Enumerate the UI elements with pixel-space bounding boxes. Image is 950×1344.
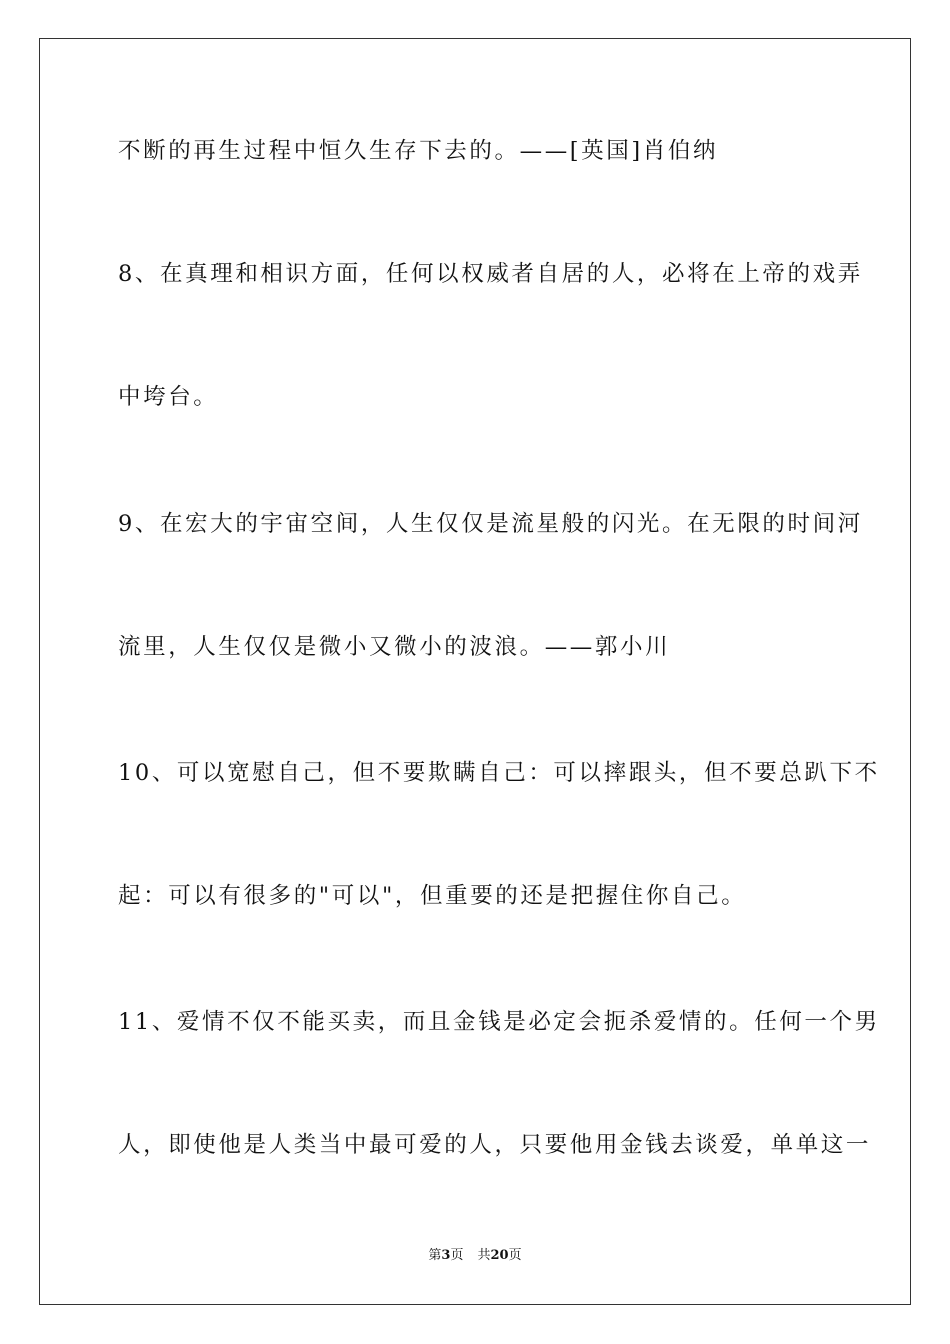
- text-line-8: 11、爱情不仅不能买卖，而且金钱是必定会扼杀爱情的。任何一个男: [118, 1009, 880, 1035]
- text-line-3: 中垮台。: [118, 384, 219, 410]
- page-footer: [0, 1247, 950, 1265]
- page-number: 第3页: [428, 1248, 464, 1263]
- text-line-7: 起：可以有很多的"可以"，但重要的还是把握住你自己。: [118, 883, 747, 909]
- text-line-9: 人，即使他是人类当中最可爱的人，只要他用金钱去谈爱，单单这一: [118, 1132, 872, 1158]
- page-border: [39, 38, 911, 1305]
- text-line-6: 10、可以宽慰自己，但不要欺瞒自己：可以摔跟头，但不要总趴下不: [118, 760, 880, 786]
- text-line-1: 不断的再生过程中恒久生存下去的。——[英国]肖伯纳: [118, 138, 719, 164]
- text-line-2: 8、在真理和相识方面，任何以权威者自居的人，必将在上帝的戏弄: [118, 261, 863, 287]
- text-line-5: 流里，人生仅仅是微小又微小的波浪。——郭小川: [118, 634, 671, 660]
- page-total: 共20页: [477, 1248, 522, 1263]
- text-line-4: 9、在宏大的宇宙空间，人生仅仅是流星般的闪光。在无限的时间河: [118, 511, 863, 537]
